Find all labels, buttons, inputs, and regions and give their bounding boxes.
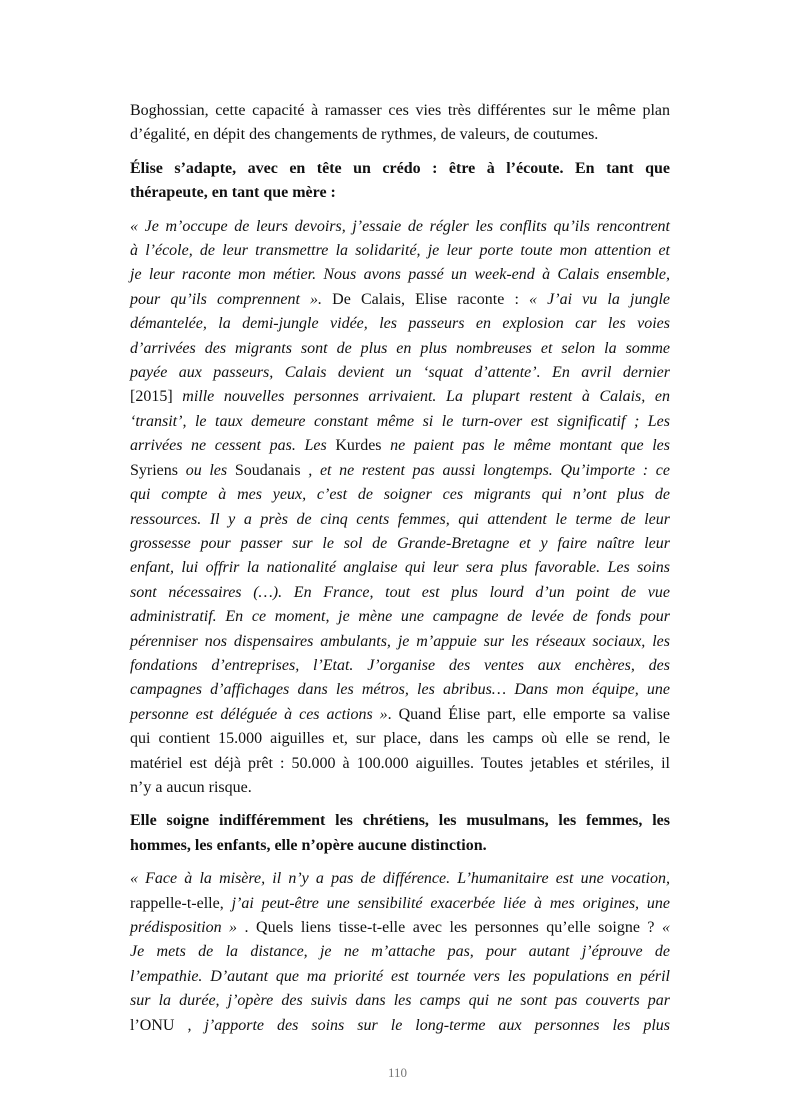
text: . Quels liens tisse-t-elle avec les personnes qu’elle soigne ? xyxy=(244,919,663,936)
text-line xyxy=(130,892,670,916)
text: De Calais, Elise raconte : xyxy=(332,290,530,308)
text: l’ONU xyxy=(130,1016,188,1034)
text-line xyxy=(130,434,670,458)
text-line xyxy=(130,532,670,556)
text-line xyxy=(130,215,670,239)
text-line xyxy=(130,867,670,891)
text: matériel est déjà prêt : 50.000 à 100.000 aiguilles. Toutes jetables et stériles, il xyxy=(130,754,670,772)
italic-text: payée aux passeurs, Calais devient un ‘squat d’attente’. En avril dernier xyxy=(130,364,670,382)
text: thérapeute, en tant que mère : xyxy=(130,184,336,202)
italic-text: sur la durée, j’opère des suivis dans les camps qui ne sont pas couverts par xyxy=(130,992,670,1010)
text-line xyxy=(130,263,670,287)
document-page xyxy=(130,0,670,1038)
text: Soudanais xyxy=(234,461,309,479)
text: d’égalité, en dépit des changements de rythmes, de valeurs, de coutumes. xyxy=(130,126,599,144)
text-line xyxy=(130,239,670,263)
text: [2015] xyxy=(130,388,183,406)
italic-text: prédisposition » xyxy=(130,919,245,936)
text-line xyxy=(130,157,670,181)
text: . Quand Élise part, elle emporte sa valise xyxy=(387,705,671,723)
text-line xyxy=(130,581,670,605)
italic-text: pérenniser nos dispensaires ambulants, je m’appuie sur les réseaux sociaux, les xyxy=(130,632,670,650)
text-line xyxy=(130,727,670,751)
italic-text: ou les xyxy=(185,461,235,479)
text-line xyxy=(130,989,670,1013)
italic-text: , et ne restent pas aussi longtemps. Qu’importe : ce xyxy=(308,461,671,479)
text-line xyxy=(130,776,670,800)
text-line xyxy=(130,605,670,629)
italic-text: personne est déléguée à ces actions » xyxy=(130,705,388,723)
italic-text: Je mets de la distance, je ne m’attache pas, pour autant j’éprouve de xyxy=(130,943,670,961)
text-line xyxy=(130,385,670,409)
text-line xyxy=(130,630,670,654)
text: Élise s’adapte, avec en tête un crédo : être à l’écoute. En tant que xyxy=(130,159,670,177)
italic-text: campagnes d’affichages dans les métros, les abribus… Dans mon équipe, une xyxy=(130,681,670,699)
text: Elle soigne indifféremment les chrétiens, les musulmans, les femmes, les xyxy=(130,812,670,830)
text-line xyxy=(130,312,670,336)
text-line xyxy=(130,752,670,776)
page-number: 110 xyxy=(387,1065,408,1081)
italic-text: ne paient pas le même montant que les xyxy=(390,437,671,455)
italic-text: « Je m’occupe de leurs devoirs, j’essaie de régler les conflits qu’ils rencontrent xyxy=(130,217,670,235)
bold-paragraph xyxy=(130,809,670,858)
text-line xyxy=(130,459,670,483)
italic-text: grossesse pour passer sur le sol de Grande-Bretagne et y faire naître leur xyxy=(130,534,670,552)
text-line xyxy=(130,916,670,940)
text-line xyxy=(130,361,670,385)
text-line xyxy=(130,703,670,727)
text-line xyxy=(130,556,670,580)
italic-text: « J’ai vu la jungle xyxy=(529,290,670,308)
text-line xyxy=(130,1014,670,1038)
text-line xyxy=(130,834,670,858)
italic-text: pour qu’ils comprennent ». xyxy=(130,290,333,308)
italic-text: à l’école, de leur transmettre la solidarité, je leur porte toute mon attention et xyxy=(130,242,670,260)
text: Kurdes xyxy=(335,437,391,455)
italic-text: j’ai peut-être une sensibilité exacerbée liée à mes origines, une xyxy=(231,894,671,912)
text-line xyxy=(130,809,670,833)
italic-text: l’empathie. D’autant que ma priorité est tournée vers les populations en péril xyxy=(130,967,670,985)
text-line xyxy=(130,410,670,434)
text-line xyxy=(130,965,670,989)
italic-text: je leur raconte mon métier. Nous avons passé un week-end à Calais ensemble, xyxy=(130,266,670,284)
text-line xyxy=(130,508,670,532)
italic-text: administratif. En ce moment, je mène une campagne de levée de fonds pour xyxy=(130,608,670,626)
bold-paragraph xyxy=(130,157,670,206)
text-line xyxy=(130,654,670,678)
text: n’y a aucun risque. xyxy=(130,778,252,796)
paragraph xyxy=(130,867,670,1038)
text-line xyxy=(130,288,670,312)
italic-text: fondations d’entreprises, l’Etat. J’organise des ventes aux enchères, des xyxy=(130,656,670,674)
text-line xyxy=(130,99,670,123)
text-line xyxy=(130,181,670,205)
italic-text: « xyxy=(662,919,671,936)
text-line xyxy=(130,940,670,964)
text: Boghossian, cette capacité à ramasser ces vies très différentes sur le même plan xyxy=(130,102,670,119)
paragraph xyxy=(130,215,670,801)
italic-text: ressources. Il y a près de cinq cents femmes, qui attendent le terme de leur xyxy=(130,510,670,528)
text: rappelle-t-elle, xyxy=(130,894,232,912)
text-line xyxy=(130,483,670,507)
italic-text: d’arrivées des migrants sont de plus en plus nombreuses et selon la somme xyxy=(130,339,670,357)
text-line xyxy=(130,337,670,361)
italic-text: sont nécessaires (…). En France, tout est plus lourd d’un point de vue xyxy=(130,583,670,601)
italic-text: ‘transit’, le taux demeure constant même si le turn-over est significatif ; Les xyxy=(130,412,670,430)
text-line xyxy=(130,123,670,147)
paragraph xyxy=(130,99,670,148)
italic-text: démantelée, la demi-jungle vidée, les passeurs en explosion car les voies xyxy=(130,315,670,333)
text: hommes, les enfants, elle n’opère aucune distinction. xyxy=(130,836,487,854)
text: qui contient 15.000 aiguilles et, sur place, dans les camps où elle se rend, le xyxy=(130,730,670,748)
italic-text: qui compte à mes yeux, c’est de soigner ces migrants qui n’ont plus de xyxy=(130,486,670,504)
italic-text: mille nouvelles personnes arrivaient. La plupart restent à Calais, en xyxy=(182,388,670,406)
italic-text: arrivées ne cessent pas. Les xyxy=(130,437,336,455)
text: Syriens xyxy=(130,461,186,479)
italic-text: enfant, lui offrir la nationalité anglaise qui leur sera plus favorable. Les soins xyxy=(130,559,670,577)
italic-text: , j’apporte des soins sur le long-terme aux personnes les plus xyxy=(187,1016,671,1034)
text-line xyxy=(130,678,670,702)
italic-text: « Face à la misère, il n’y a pas de différence. L’humanitaire est une vocation, xyxy=(130,870,670,888)
